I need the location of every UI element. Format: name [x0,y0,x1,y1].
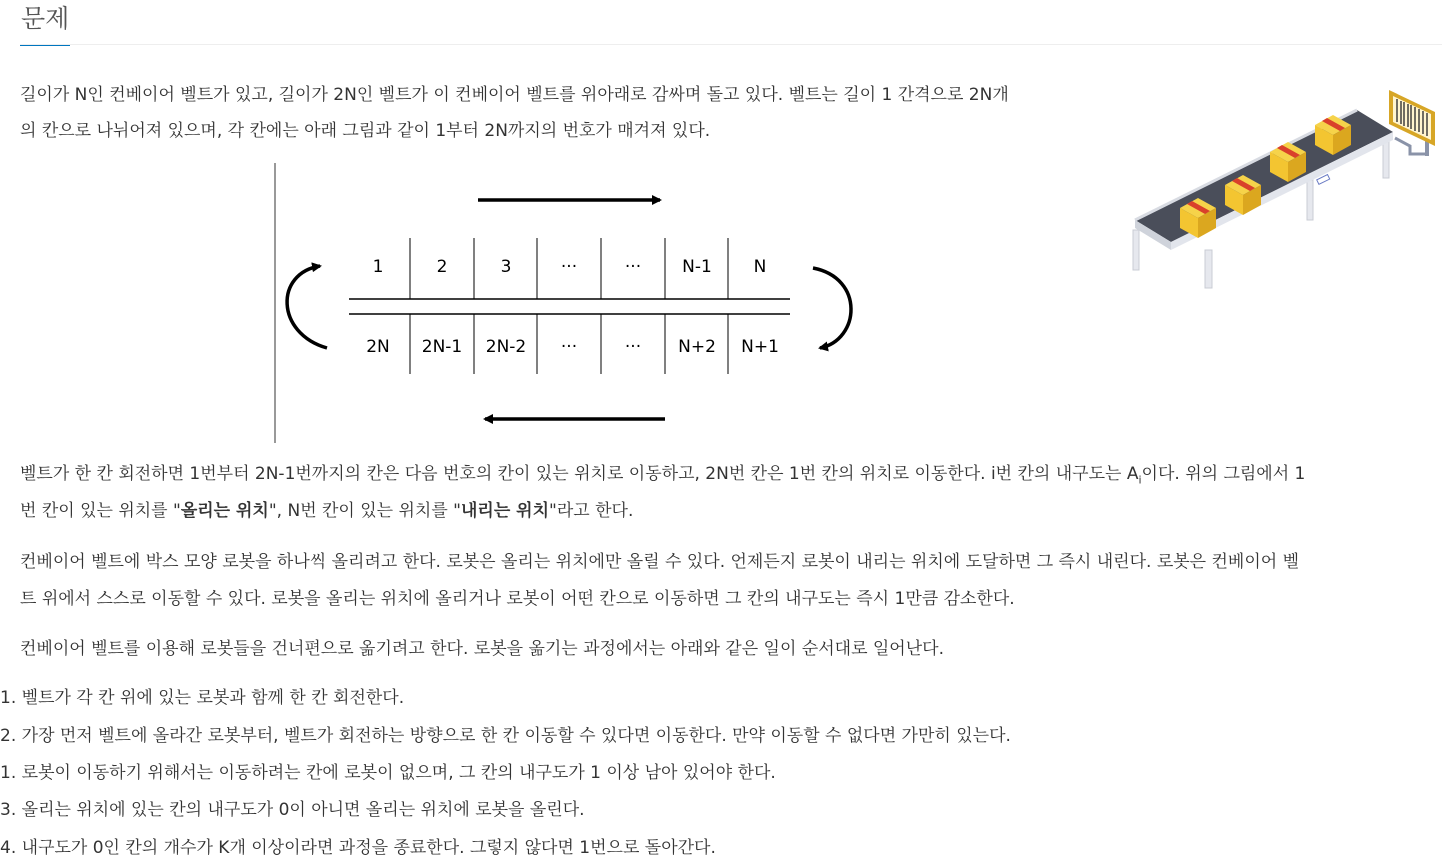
para2-line-2: 번 칸이 있는 위치를 "올리는 위치", N번 칸이 있는 위치를 "내리는 위치"라고 한다. [20,501,634,521]
bottom-cell-5: ··· [624,337,642,357]
left-curve-arrow [287,266,327,348]
bottom-cell-3: 2N-2 [485,337,527,357]
top-cell-2: 2 [436,257,448,277]
intro-line-2: 의 칸으로 나뉘어져 있으며, 각 칸에는 아래 그림과 같이 1부터 2N까지의 번호가 매겨져 있다. [20,121,711,141]
loading-position-term: 올리는 위치 [180,501,269,521]
bottom-cell-1: 2N [366,337,390,357]
intro-line-1: 길이가 N인 컨베이어 벨트가 있고, 길이가 2N인 벨트가 이 컨베이어 벨트를 위아래로 감싸며 돌고 있다. 벨트는 길이 1 간격으로 2N개 [20,85,1009,105]
list-item: 2. 가장 먼저 벨트에 올라간 로봇부터, 벨트가 회전하는 방향으로 한 칸 이동할 수 있다면 이동한다. 만약 이동할 수 없다면 가만히 있는다. [0,726,1011,746]
bottom-cell-7: N+1 [741,337,779,357]
para3-line-1: 컨베이어 벨트에 박스 모양 로봇을 하나씩 올리려고 한다. 로봇은 올리는 위치에만 올릴 수 있다. 언제든지 로봇이 내리는 위치에 도달하면 그 즉시 내린다. 로봇은 컨베이어 벨 [20,552,1300,572]
right-curve-arrow [813,268,851,348]
section-title: 문제 [20,0,70,46]
unloading-position-term: 내리는 위치 [461,501,550,521]
list-item: 1. 벨트가 각 칸 위에 있는 로봇과 함께 한 칸 회전한다. [0,688,405,708]
top-cell-4: ··· [560,257,578,277]
bottom-cell-6: N+2 [678,337,716,357]
conveyor-illustration [1125,80,1440,290]
para3-line-2: 트 위에서 스스로 이동할 수 있다. 로봇을 올리는 위치에 올리거나 로봇이 어떤 칸으로 이동하면 그 칸의 내구도는 즉시 1만큼 감소한다. [20,589,1015,609]
bottom-cell-2: 2N-1 [421,337,463,357]
top-cell-7: N [753,257,767,277]
top-cell-6: N-1 [682,257,712,277]
top-cell-1: 1 [372,257,384,277]
list-item: 4. 내구도가 0인 칸의 개수가 K개 이상이라면 과정을 종료한다. 그렇지 않다면 1번으로 돌아간다. [0,838,716,858]
belt-diagram [260,158,860,448]
heading-divider [20,44,1442,45]
top-cell-3: 3 [500,257,512,277]
para2-line-1: 벨트가 한 칸 회전하면 1번부터 2N-1번까지의 칸은 다음 번호의 칸이 있는 위치로 이동하고, 2N번 칸은 1번 칸의 위치로 이동한다. i번 칸의 내구도는 $A_i$이다. 위의 그림에서 1 [20,464,1306,487]
barcode-scanner-icon [1389,90,1435,156]
bottom-cell-4: ··· [560,337,578,357]
para4-line-1: 컨베이어 벨트를 이용해 로봇들을 건너편으로 옮기려고 한다. 로봇을 옮기는 과정에서는 아래와 같은 일이 순서대로 일어난다. [20,639,944,659]
list-item: 3. 올리는 위치에 있는 칸의 내구도가 0이 아니면 올리는 위치에 로봇을 올린다. [0,800,585,820]
list-item: 1. 로봇이 이동하기 위해서는 이동하려는 칸에 로봇이 없으며, 그 칸의 내구도가 1 이상 남아 있어야 한다. [0,763,776,783]
top-cell-5: ··· [624,257,642,277]
